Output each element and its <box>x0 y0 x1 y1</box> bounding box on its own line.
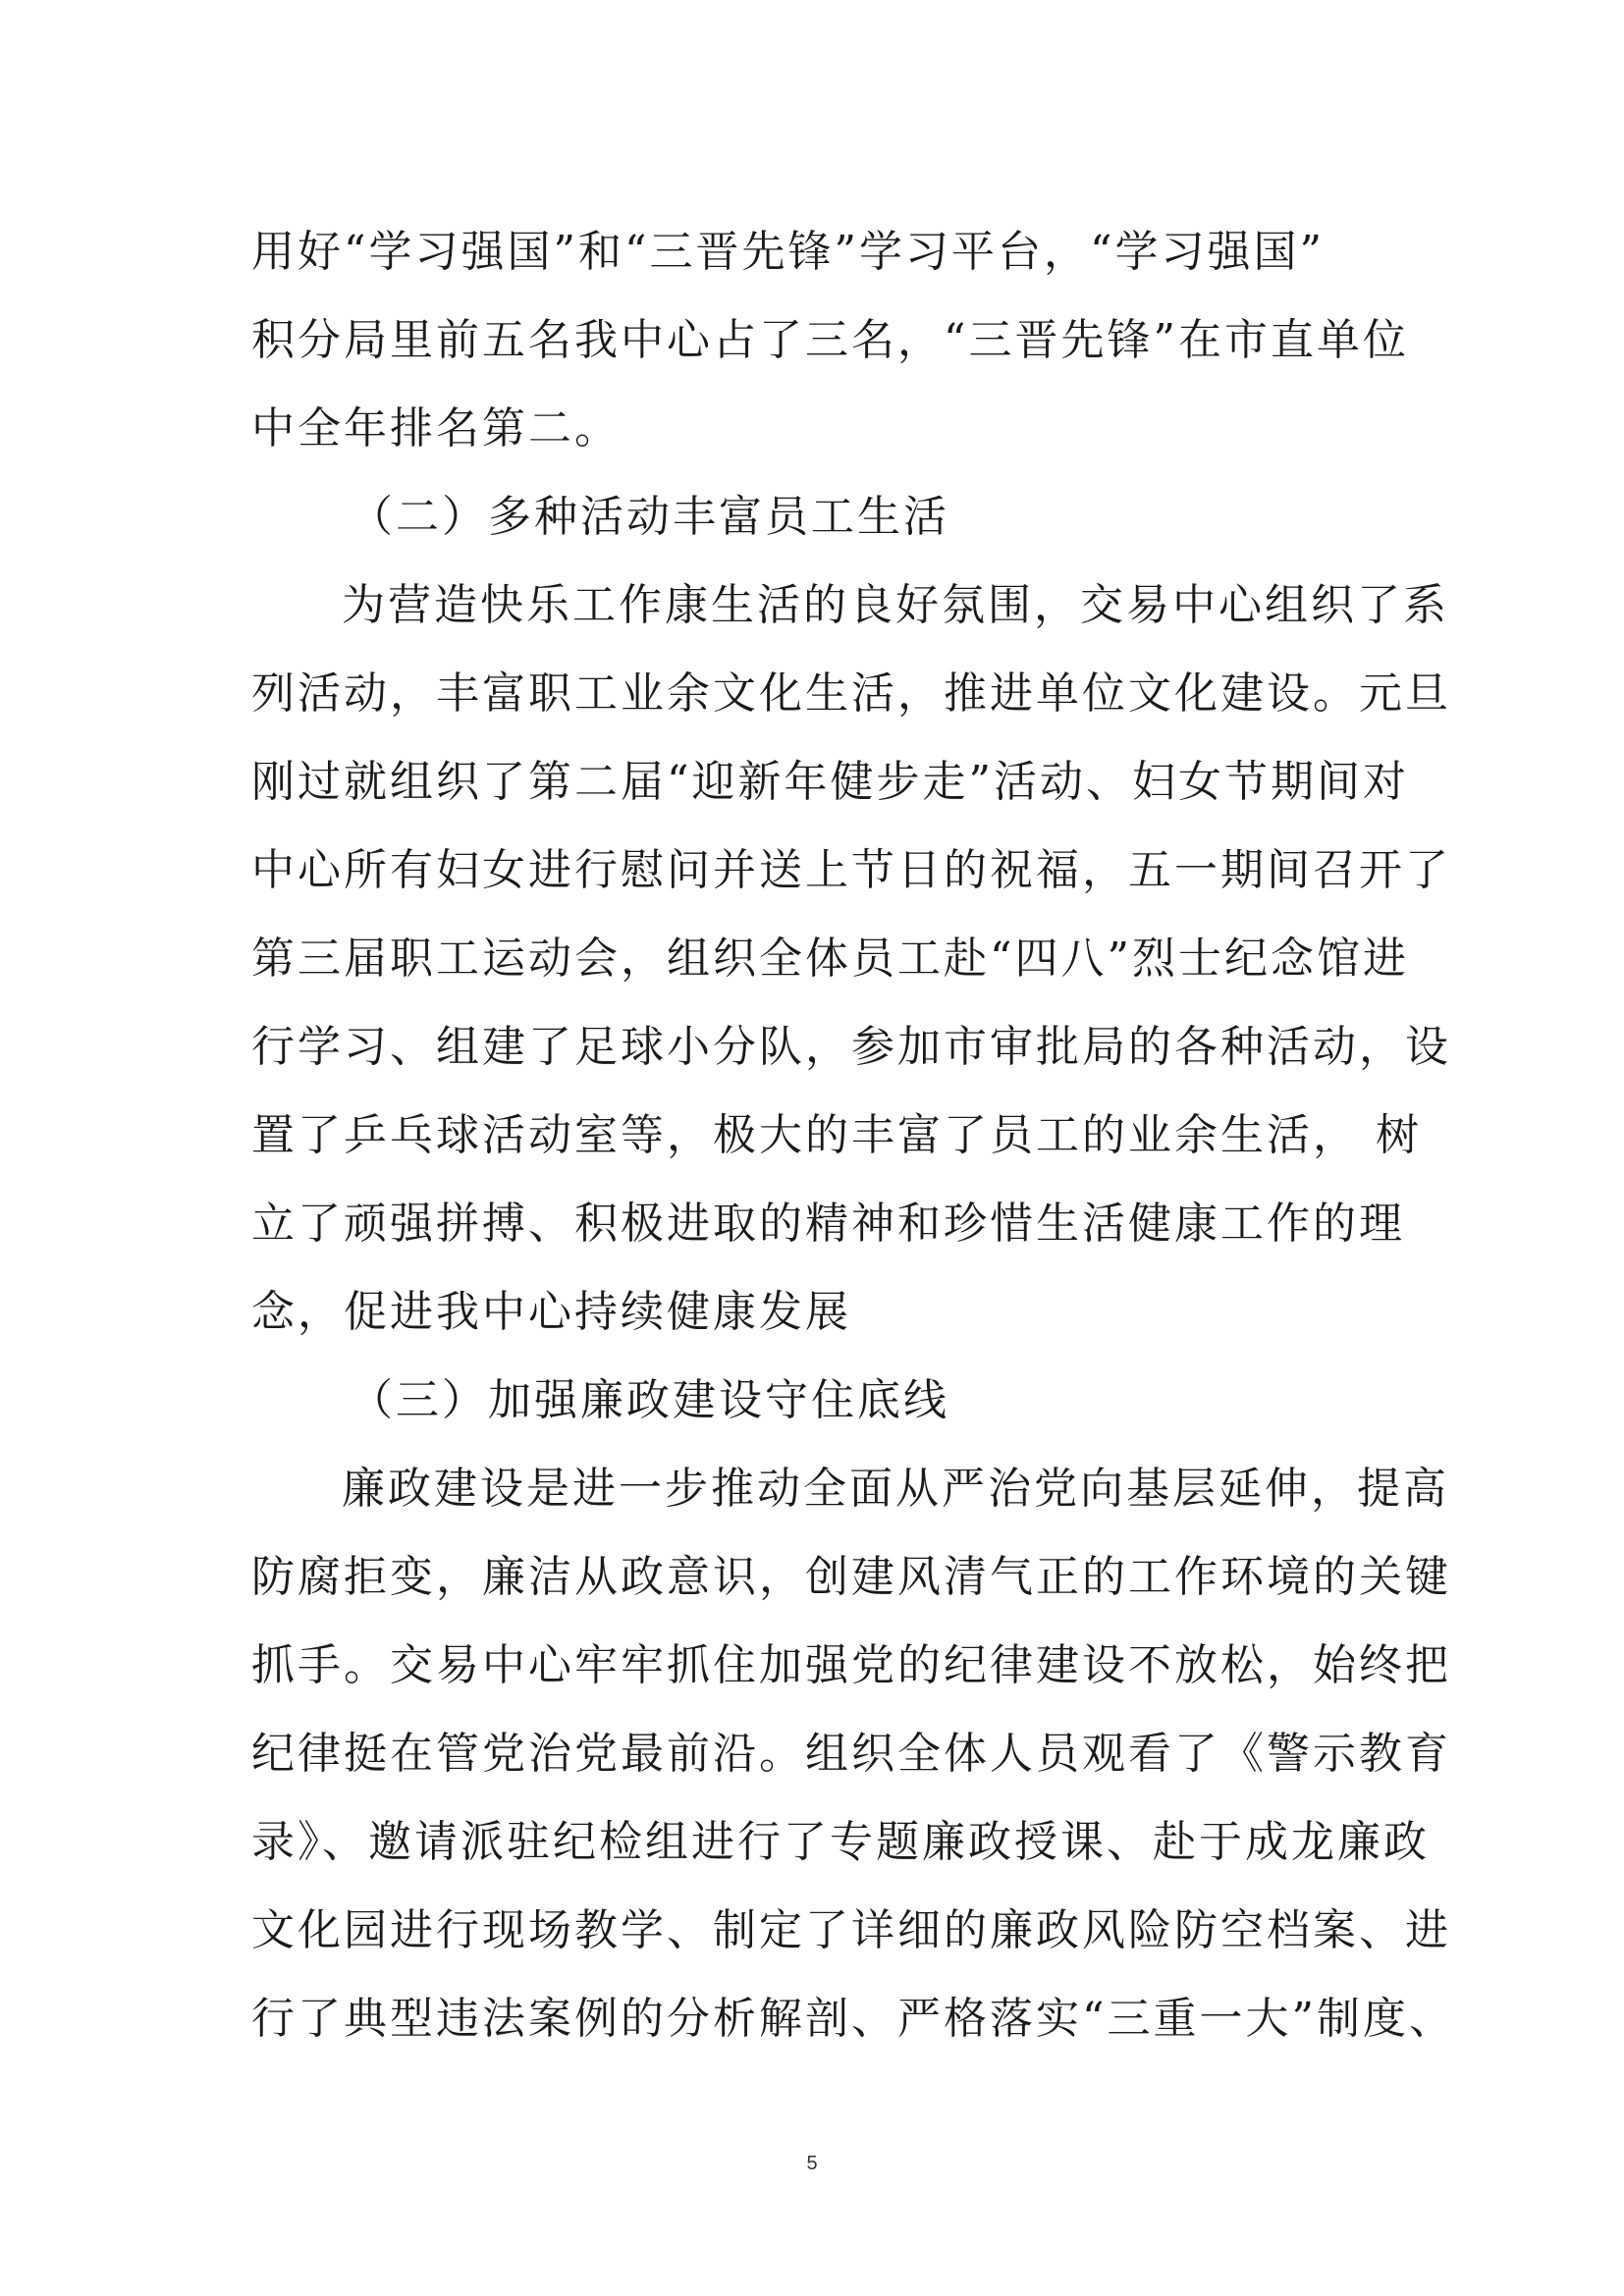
section-heading-3: （三）加强廉政建设守住底线 <box>350 1375 949 1425</box>
document-body <box>251 208 1455 2063</box>
body-line: 行了典型违法案例的分析解剖、严格落实“三重一大”制度、 <box>251 1994 1455 2044</box>
section-heading-2: （二）多种活动丰富员工生活 <box>350 492 949 542</box>
body-line: 列活动，丰富职工业余文化生活，推进单位文化建设。元旦 <box>251 668 1451 719</box>
body-line: 置了乒乓球活动室等，极大的丰富了员工的业余生活， 树 <box>251 1110 1422 1160</box>
body-line: 念，促进我中心持续健康发展 <box>251 1287 851 1337</box>
body-line: 立了顽强拼搏、积极进取的精神和珍惜生活健康工作的理 <box>251 1199 1405 1249</box>
page-number: 5 <box>806 2153 818 2174</box>
body-line: 纪律挺在管党治党最前沿。组织全体人员观看了《警示教育 <box>251 1729 1451 1779</box>
paragraph-first-line: 廉政建设是进一步推动全面从严治党向基层延伸，提高 <box>342 1464 1449 1514</box>
body-line: 用好“学习强国”和“三晋先锋”学习平台，“学习强国” <box>251 227 1325 277</box>
body-line: 第三届职工运动会，组织全体员工赴“四八”烈士纪念馆进 <box>251 934 1409 984</box>
body-line: 积分局里前五名我中心占了三名，“三晋先锋”在市直单位 <box>251 315 1409 365</box>
body-line: 抓手。交易中心牢牢抓住加强党的纪律建设不放松，始终把 <box>251 1640 1451 1690</box>
body-line: 刚过就组织了第二届“迎新年健步走”活动、妇女节期间对 <box>251 757 1409 807</box>
body-line: 防腐拒变，廉洁从政意识，创建风清气正的工作环境的关键 <box>251 1552 1451 1602</box>
body-line: 中心所有妇女进行慰问并送上节日的祝福，五一期间召开了 <box>251 845 1451 895</box>
body-line: 中全年排名第二。 <box>251 403 621 454</box>
body-line: 文化园进行现场教学、制定了详细的廉政风险防空档案、进 <box>251 1905 1451 1955</box>
body-line: 录》、邀请派驻纪检组进行了专题廉政授课、赴于成龙廉政 <box>251 1817 1430 1867</box>
body-line: 行学习、组建了足球小分队，参加市审批局的各种活动，设 <box>251 1022 1451 1072</box>
paragraph-first-line: 为营造快乐工作康生活的良好氛围，交易中心组织了系 <box>342 580 1449 630</box>
